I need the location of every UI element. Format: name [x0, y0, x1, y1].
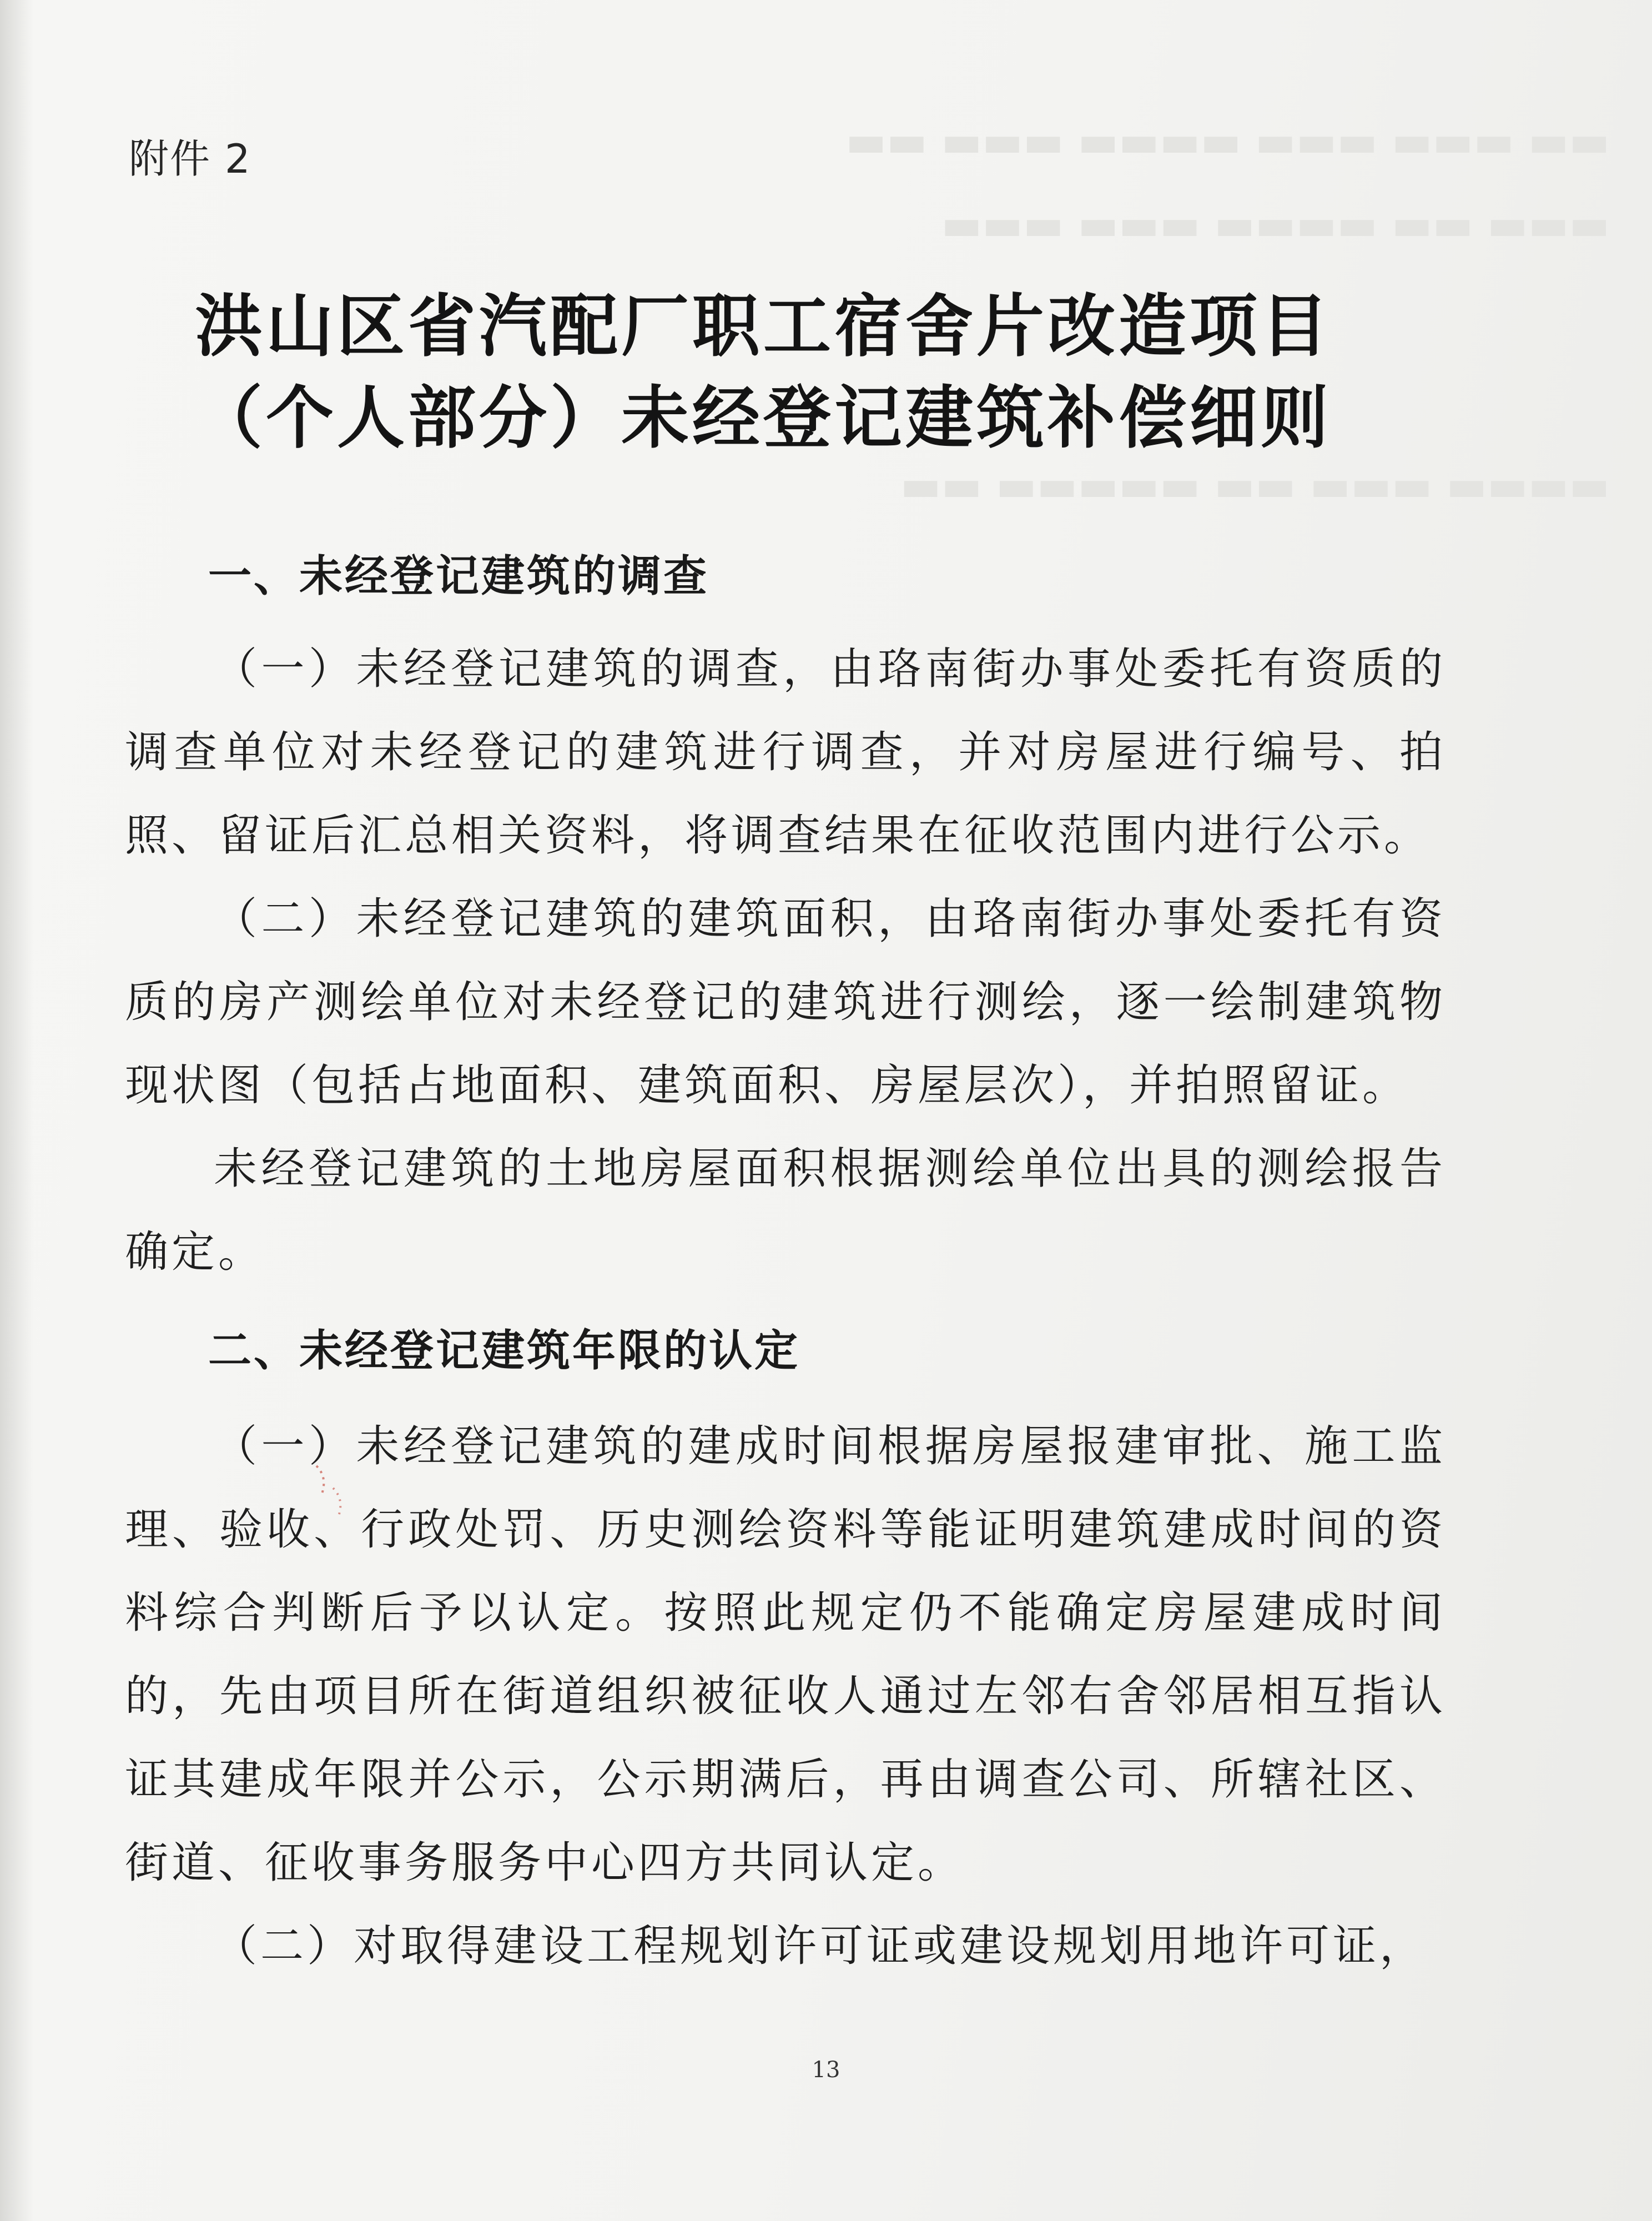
document-title-line-1: 洪山区省汽配厂职工宿舍片改造项目 [195, 287, 1332, 366]
section-2-paragraph-2: （二）对取得建设工程规划许可证或建设规划用地许可证， [214, 1921, 1427, 1971]
bleed-through-shadow: ▬▬▬ ▬▬ ▬▬▬▬ ▬▬▬ ▬▬▬ [941, 200, 1610, 250]
bleed-through-shadow: ▬▬ ▬▬▬ ▬▬▬ ▬▬▬▬ ▬▬▬ ▬▬ [845, 117, 1610, 167]
section-1-paragraph-3: 未经登记建筑的土地房屋面积根据测绘单位出具的测绘报告确定。 [125, 1144, 1446, 1277]
section-1-heading: 一、未经登记建筑的调查 [208, 551, 709, 601]
document-title-line-2: （个人部分）未经登记建筑补偿细则 [195, 379, 1332, 458]
section-1-paragraph-2: （二）未经登记建筑的建筑面积，由珞南街办事处委托有资质的房产测绘单位对未经登记的建筑进行测绘，逐一绘制建筑物现状图（包括占地面积、建筑面积、房屋层次），并拍照留证。 [125, 894, 1446, 1110]
section-2-paragraph-1: （一）未经登记建筑的建成时间根据房屋报建审批、施工监理、验收、行政处罚、历史测绘资料等能证明建筑建成时间的资料综合判断后予以认定。按照此规定仍不能确定房屋建成时间的，先由项目所在街道组织被征收人通过左邻右舍邻居相互指认证其建成年限并公示，公示期满后，再由调查公司、所辖社区、街道、征收事务服务中心四方共同认定。 [125, 1421, 1446, 1888]
page-number: 13 [812, 2057, 840, 2083]
bleed-through-shadow: ▬▬▬▬ ▬▬▬ ▬▬ ▬▬▬▬▬ ▬▬ [900, 461, 1610, 511]
page-edge-shadow [0, 0, 33, 2221]
section-2-heading: 二、未经登记建筑年限的认定 [208, 1326, 800, 1376]
attachment-label: 附件 2 [129, 135, 251, 182]
section-1-paragraph-1: （一）未经登记建筑的调查，由珞南街办事处委托有资质的调查单位对未经登记的建筑进行调查，并对房屋进行编号、拍照、留证后汇总相关资料，将调查结果在征收范围内进行公示。 [125, 644, 1446, 861]
red-stamp-trace [311, 1460, 361, 1521]
